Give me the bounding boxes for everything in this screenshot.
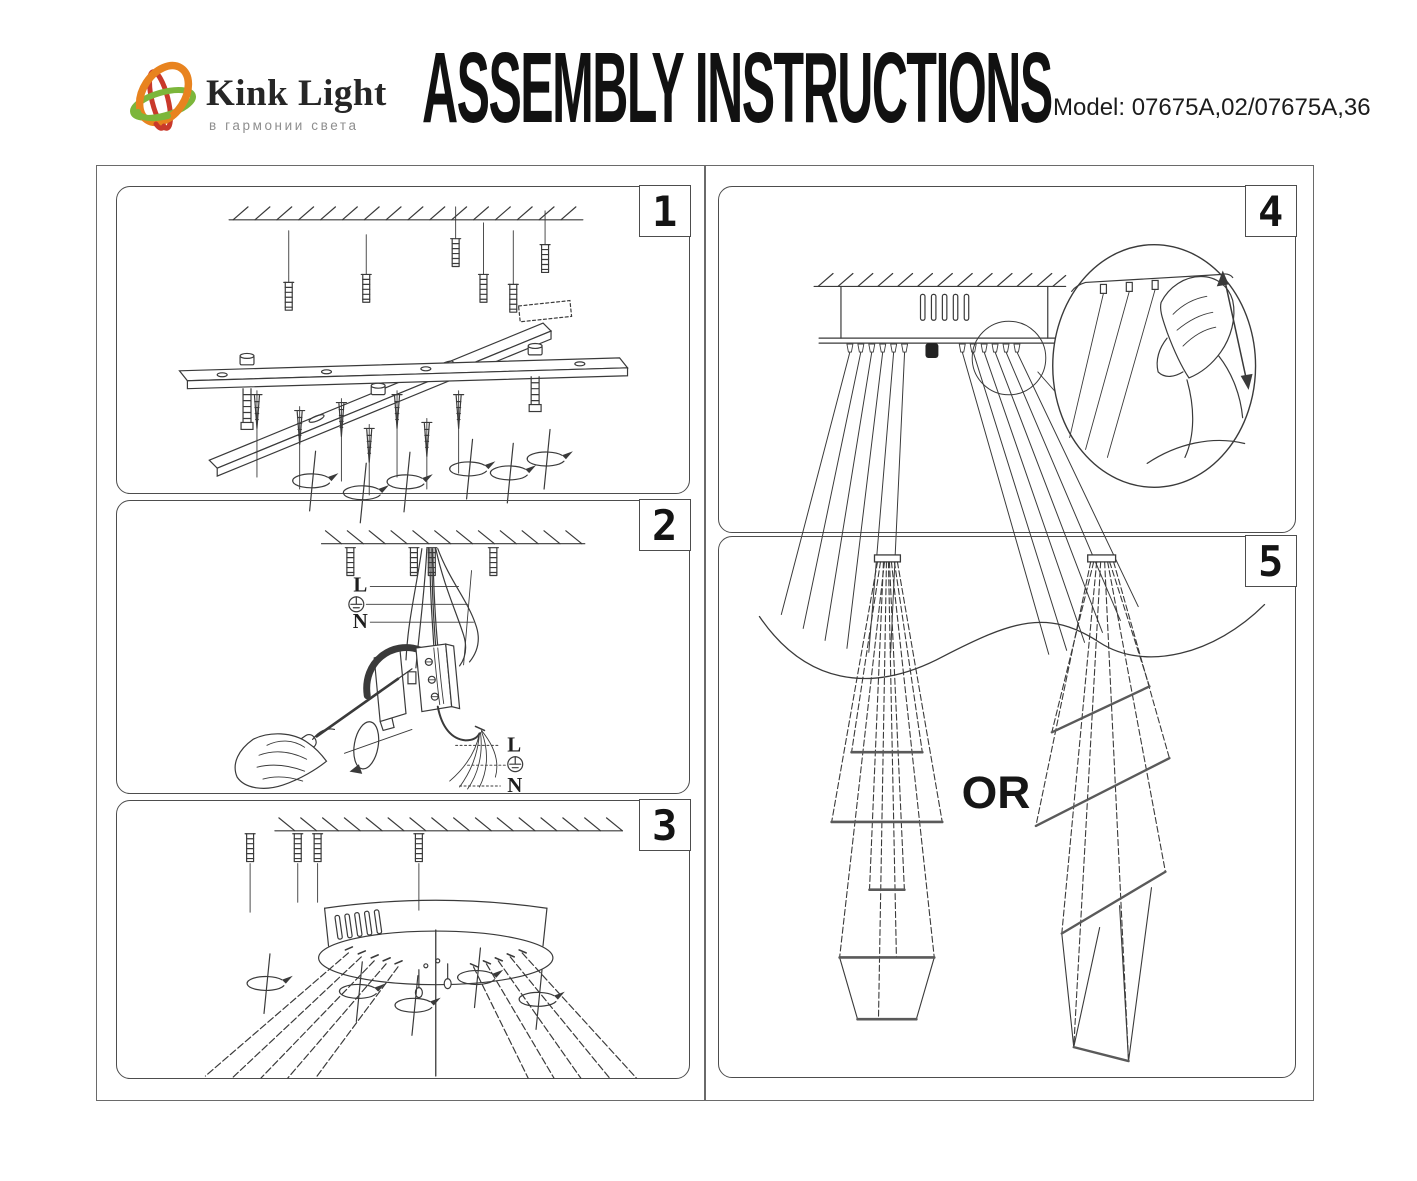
step-2-illustration-wiring <box>117 501 689 798</box>
step-panel-5 <box>718 536 1296 1078</box>
wall-plugs <box>284 207 550 312</box>
step-1-illustration-mounting-bars <box>117 187 689 493</box>
pendant-option-straight <box>832 555 943 1019</box>
kink-light-logo-icon <box>126 48 202 144</box>
neutral-label: N <box>507 773 523 798</box>
step-number-1: 1 <box>639 185 691 237</box>
step-number-2: 2 <box>639 499 691 551</box>
step-3-illustration-canopy <box>117 801 689 1078</box>
brand-name: Kink Light <box>206 73 387 114</box>
zoom-detail-circle <box>1053 245 1256 488</box>
live-label: L <box>507 732 522 757</box>
mounting-bar-diagonal <box>209 301 571 477</box>
output-cable <box>438 707 497 789</box>
step-5-illustration-hanging-options <box>719 537 1295 1077</box>
canopy-side-view <box>819 286 1070 358</box>
step-number-3: 3 <box>639 799 691 851</box>
instruction-column-left <box>96 165 706 1101</box>
step-4-illustration-wire-adjust <box>719 187 1295 532</box>
step-number-4: 4 <box>1245 185 1297 237</box>
loose-wire <box>464 571 472 665</box>
ceiling-hatch <box>322 531 585 544</box>
step-panel-3 <box>116 800 690 1079</box>
ceiling-hatch <box>275 818 622 831</box>
brand-logo <box>126 46 426 146</box>
or-label: OR <box>961 766 1031 818</box>
step-panel-1 <box>116 186 690 494</box>
terminal-block <box>416 644 460 712</box>
instruction-column-right <box>704 165 1314 1101</box>
hand <box>235 729 334 788</box>
step-panel-4 <box>718 186 1296 533</box>
rotation-arrow-icon <box>344 720 412 776</box>
model-number: Model: 07675A,02/07675A,36 <box>1053 94 1371 121</box>
neutral-label: N <box>352 609 368 634</box>
live-label: L <box>353 572 368 597</box>
wire-labels-top <box>349 572 474 633</box>
earth-ground-icon <box>508 757 523 772</box>
ceiling-hatch <box>229 207 583 220</box>
pendant-option-spiral <box>1036 555 1170 1061</box>
page-title: ASSEMBLY INSTRUCTIONS <box>422 32 1052 144</box>
step-panel-2 <box>116 500 690 798</box>
step-number-5: 5 <box>1245 535 1297 587</box>
ceiling-hatch <box>814 273 1066 286</box>
brand-tagline: в гармонии света <box>209 118 359 133</box>
